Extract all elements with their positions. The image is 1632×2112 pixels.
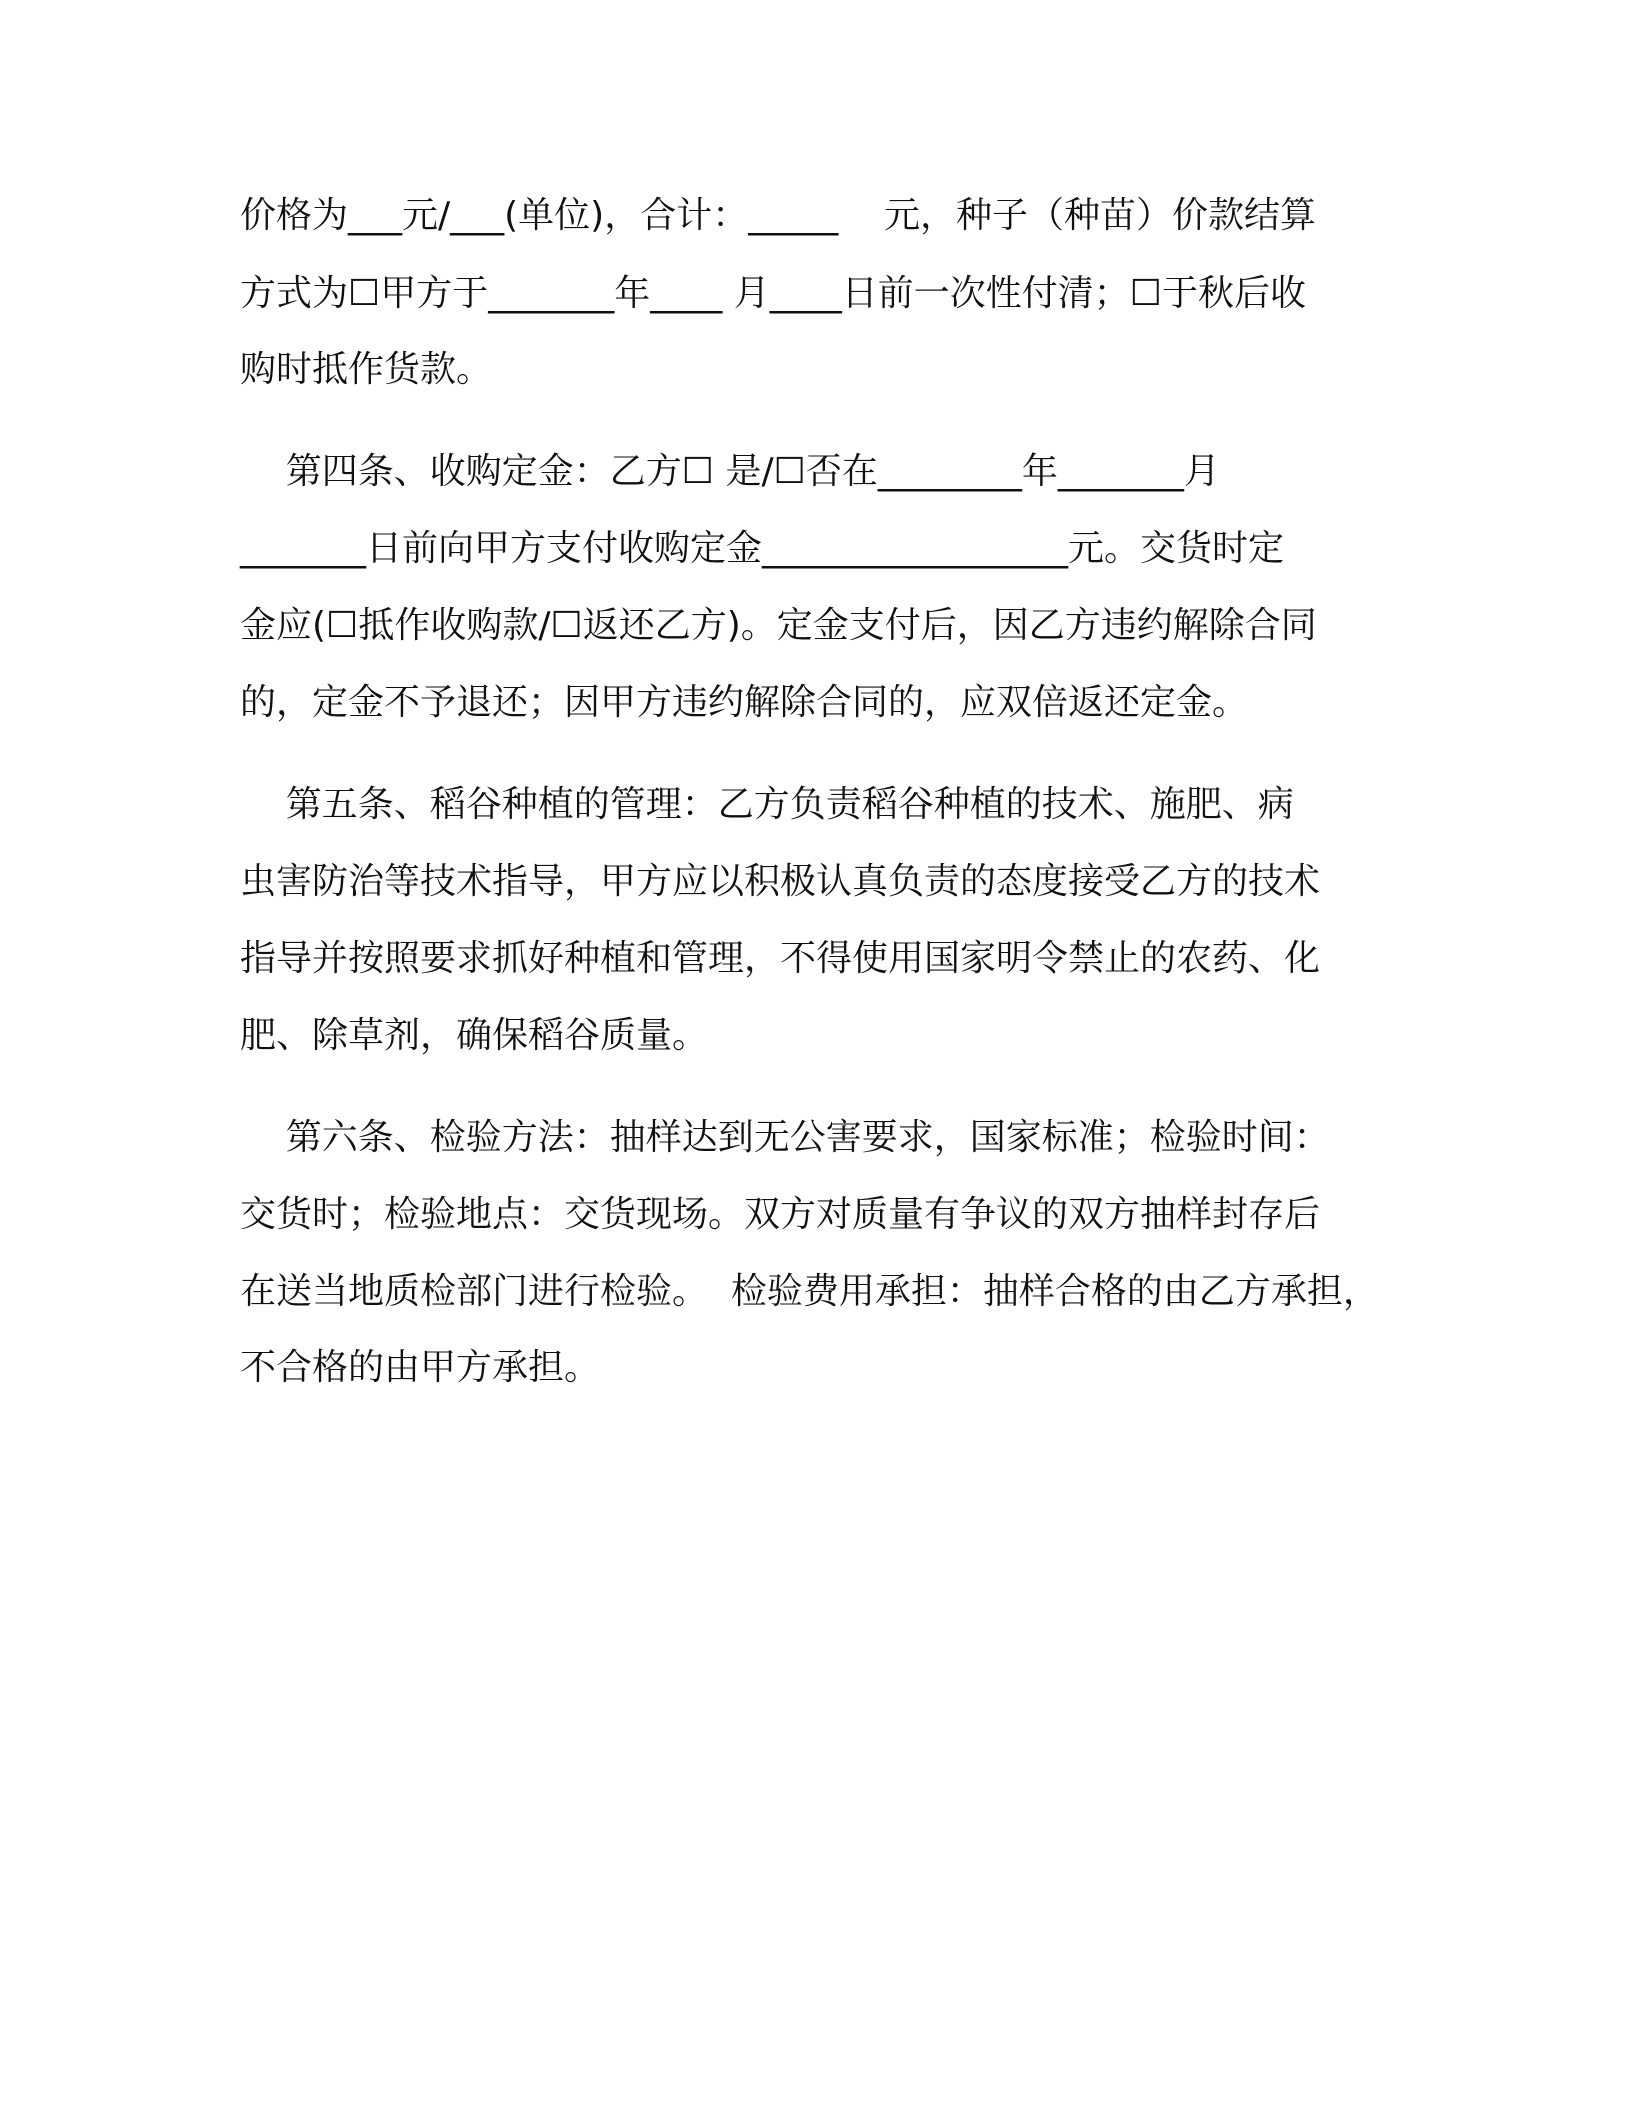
text-line: 虫害防治等技术指导，甲方应以积极认真负责的态度接受乙方的技术	[240, 861, 1321, 902]
text-line: 第五条、稻谷种植的管理：乙方负责稻谷种植的技术、施肥、病	[240, 784, 1294, 825]
text-line: 交货时；检验地点：交货现场。双方对质量有争议的双方抽样封存后	[240, 1194, 1321, 1235]
text-line: 第六条、检验方法：抽样达到无公害要求，国家标准；检验时间：	[240, 1117, 1330, 1158]
text-line: 购时抵作货款。	[240, 349, 493, 390]
text-line: 不合格的由甲方承担。	[240, 1347, 601, 1388]
text-line: _______日前向甲方支付收购定金_________________元。交货时定	[240, 528, 1285, 569]
text-line: 方式为☐甲方于_______年____ 月____日前一次性付清；☐于秋后收	[240, 273, 1306, 314]
text-line: 价格为___元/___(单位)，合计：_____ 元，种子（种苗）价款结算	[240, 195, 1316, 236]
text-line: 金应(☐抵作收购款/☐返还乙方)。定金支付后，因乙方违约解除合同	[240, 605, 1317, 646]
text-line: 在送当地质检部门进行检验。 检验费用承担：抽样合格的由乙方承担，	[240, 1271, 1379, 1312]
text-line: 第四条、收购定金：乙方☐ 是/☐否在________年_______月	[240, 451, 1220, 492]
text-line: 肥、除草剂，确保稻谷质量。	[240, 1015, 709, 1056]
text-line: 指导并按照要求抓好种植和管理，不得使用国家明令禁止的农药、化	[240, 938, 1321, 979]
text-line: 的，定金不予退还；因甲方违约解除合同的，应双倍返还定金。	[240, 682, 1249, 723]
